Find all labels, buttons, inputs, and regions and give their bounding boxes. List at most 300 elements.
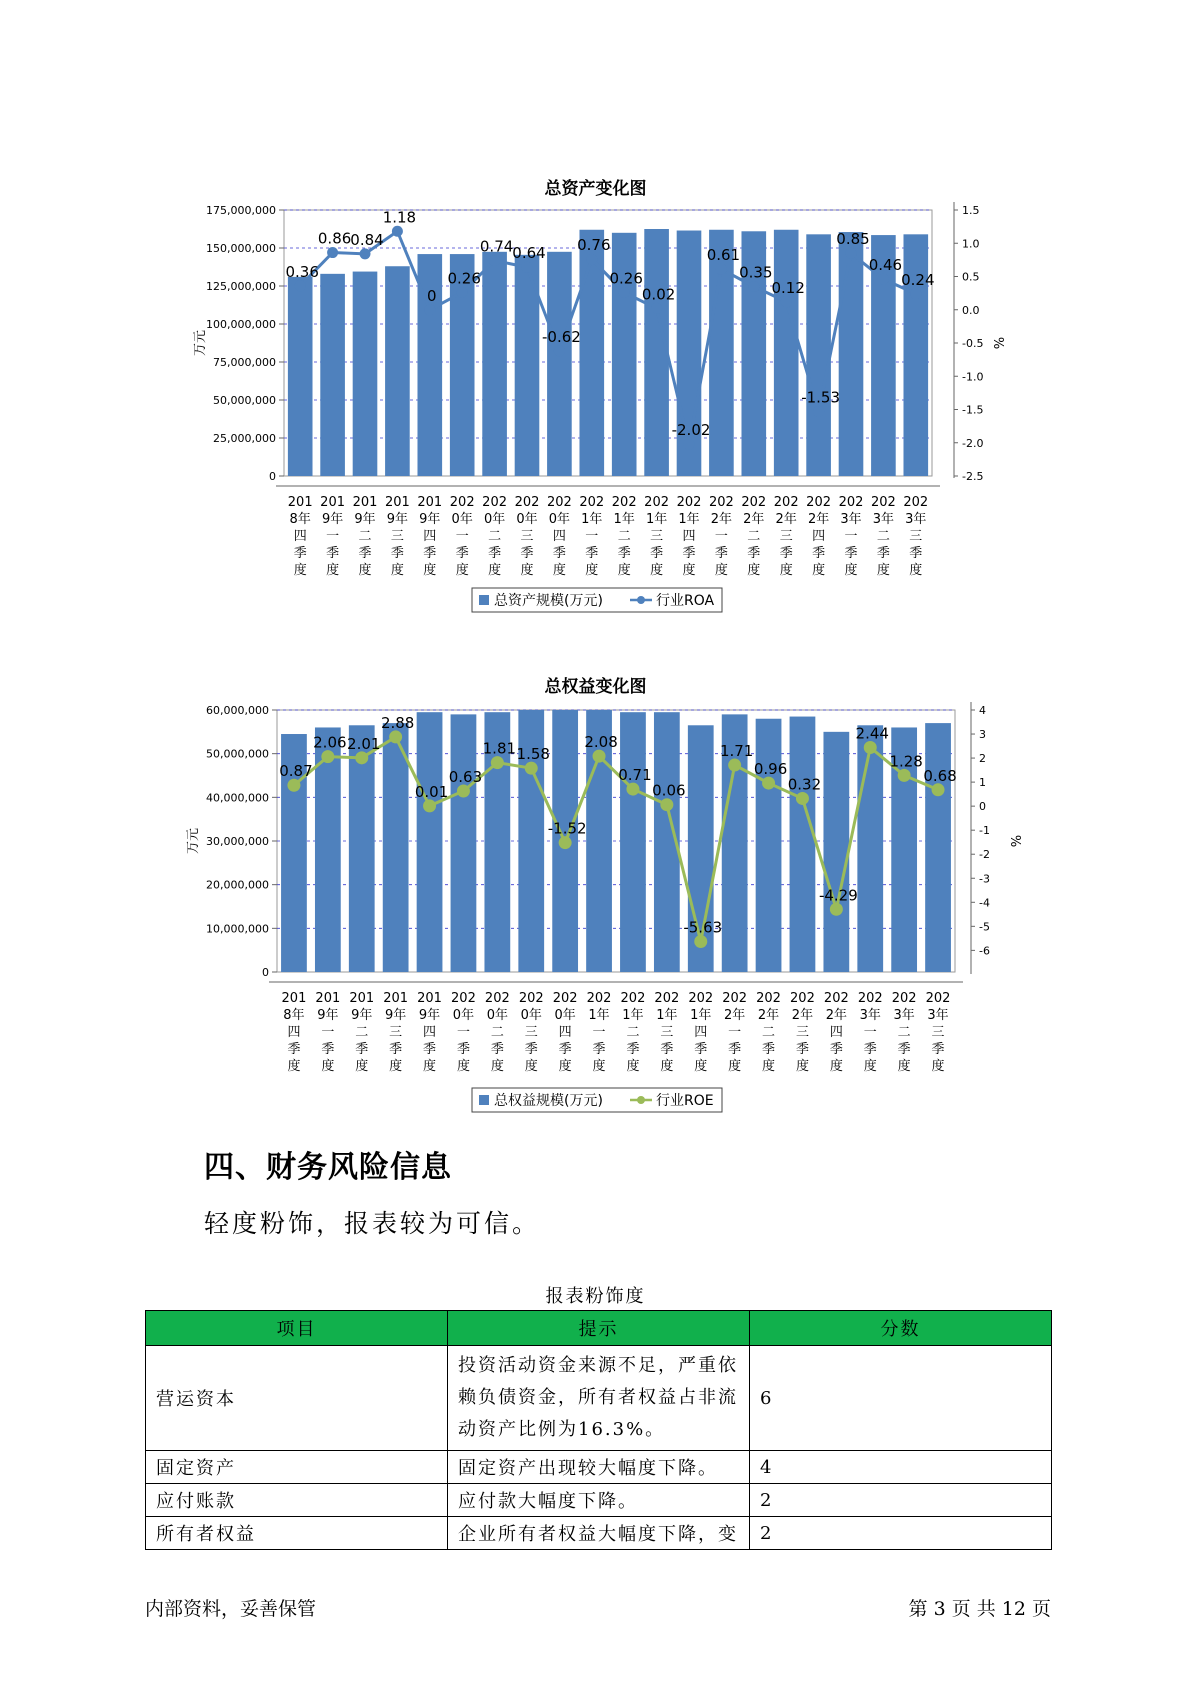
- x-tick-label: 201: [384, 495, 410, 510]
- x-tick-label: 季: [520, 546, 534, 561]
- bar: [417, 712, 443, 972]
- row-hint: 投资活动资金来源不足，严重依赖负债资金，所有者权益占非流动资产比例为16.3%。: [448, 1346, 750, 1451]
- y2-tick-label: 0: [979, 800, 986, 814]
- data-label: -5.63: [683, 918, 723, 937]
- bar: [288, 277, 313, 476]
- x-tick-label: 3年: [872, 512, 895, 527]
- bar: [857, 725, 883, 972]
- y2-tick-label: 4: [979, 704, 986, 717]
- y-tick-label: 75,000,000: [213, 356, 276, 369]
- x-tick-label: 季: [358, 546, 372, 561]
- data-label: 0.24: [901, 270, 935, 289]
- x-tick-label: 2年: [743, 512, 765, 527]
- line-point: [846, 248, 857, 259]
- line-point: [287, 779, 300, 792]
- data-label: 0.02: [641, 285, 676, 304]
- data-label: 0.26: [609, 269, 643, 288]
- y2-tick-label: -1.0: [962, 370, 984, 384]
- x-tick-label: 一: [728, 1025, 742, 1040]
- data-label: -4.29: [818, 886, 858, 905]
- x-tick-label: 度: [592, 1059, 606, 1074]
- bar: [620, 712, 646, 972]
- x-tick-label: 0年: [483, 512, 506, 527]
- x-tick-label: 度: [287, 1059, 301, 1074]
- x-tick-label: 季: [626, 1042, 640, 1057]
- y-tick-label: 50,000,000: [206, 747, 269, 761]
- line-point: [457, 287, 468, 298]
- x-tick-label: 度: [897, 1059, 911, 1074]
- row-item: 应付账款: [146, 1484, 448, 1517]
- data-label: 0.35: [739, 263, 773, 282]
- data-label: 1.58: [516, 745, 550, 764]
- row-item: 固定资产: [146, 1451, 448, 1484]
- y2-tick-label: -0.5: [962, 337, 984, 350]
- x-tick-label: 度: [863, 1059, 877, 1074]
- x-tick-label: 1年: [588, 1008, 610, 1023]
- x-tick-label: 二: [747, 529, 761, 544]
- table-header-row: [146, 1311, 1052, 1346]
- y2-tick-label: 2: [979, 752, 986, 766]
- data-label: 0.26: [447, 269, 481, 288]
- x-tick-label: 1年: [690, 1008, 712, 1023]
- x-tick-label: 一: [326, 529, 340, 544]
- y2-tick-label: 1.0: [962, 237, 980, 251]
- data-label: 0.61: [706, 246, 741, 265]
- header-item: 项目: [146, 1311, 448, 1346]
- y2-tick-label: -2.0: [962, 436, 984, 450]
- x-tick-label: 201: [320, 495, 346, 510]
- x-tick-label: 度: [490, 1059, 504, 1074]
- line-point: [327, 247, 338, 258]
- x-tick-label: 202: [925, 991, 951, 1006]
- line-point: [748, 281, 759, 292]
- x-tick-label: 季: [876, 546, 890, 561]
- x-tick-label: 三: [650, 529, 664, 544]
- x-tick-label: 三: [909, 529, 923, 544]
- line-point: [830, 903, 843, 916]
- x-tick-label: 季: [650, 546, 664, 561]
- x-tick-label: 度: [931, 1059, 945, 1074]
- x-tick-label: 季: [490, 1042, 504, 1057]
- data-label: 1.28: [889, 752, 923, 771]
- line-point: [796, 792, 809, 805]
- line-point: [559, 836, 572, 849]
- x-tick-label: 3年: [840, 512, 862, 527]
- x-tick-label: 度: [829, 1059, 843, 1074]
- data-label: -0.62: [541, 327, 581, 346]
- x-tick-label: 0年: [554, 1008, 576, 1023]
- x-tick-label: 季: [812, 546, 826, 561]
- x-tick-label: 二: [626, 1025, 640, 1040]
- line-point: [491, 756, 504, 769]
- x-tick-label: 一: [585, 529, 599, 544]
- y2-tick-label: -1.5: [962, 403, 984, 417]
- row-score: 2: [750, 1484, 1052, 1517]
- x-tick-label: 季: [558, 1042, 572, 1057]
- data-label: 1.18: [382, 208, 417, 227]
- x-tick-label: 202: [482, 495, 508, 510]
- x-tick-label: 8年: [283, 1008, 305, 1023]
- data-label: 0.87: [279, 762, 313, 781]
- data-label: 0.86: [317, 229, 352, 248]
- line-point: [619, 287, 630, 298]
- y2-tick-label: -2: [979, 848, 990, 862]
- line-point: [424, 304, 435, 315]
- line-point: [457, 785, 470, 798]
- x-tick-label: 0年: [516, 512, 538, 527]
- x-tick-label: 2年: [757, 1008, 780, 1023]
- x-tick-label: 一: [863, 1025, 877, 1040]
- data-label: 0.06: [652, 781, 686, 800]
- x-tick-label: 度: [714, 563, 728, 578]
- data-label: 1.81: [482, 739, 517, 758]
- section-heading: 四、财务风险信息: [204, 1150, 452, 1185]
- x-tick-label: 度: [558, 1059, 572, 1074]
- y-tick-label: 175,000,000: [206, 204, 276, 217]
- y2-axis-title: %: [990, 336, 1005, 350]
- x-tick-label: 季: [585, 546, 599, 561]
- x-tick-label: 2年: [807, 512, 830, 527]
- x-tick-label: 9年: [354, 512, 376, 527]
- x-tick-label: 二: [876, 529, 890, 544]
- x-tick-label: 202: [838, 495, 864, 510]
- x-tick-label: 季: [682, 546, 696, 561]
- bar: [383, 723, 409, 972]
- x-tick-label: 二: [358, 529, 372, 544]
- x-tick-label: 度: [455, 563, 469, 578]
- table-row: [146, 1451, 1052, 1484]
- bar: [353, 272, 378, 476]
- y2-tick-label: 1.5: [962, 204, 980, 217]
- line-point: [781, 296, 792, 307]
- x-tick-label: 四: [829, 1025, 843, 1040]
- x-tick-label: 三: [660, 1025, 674, 1040]
- data-label: 0.74: [479, 237, 514, 256]
- row-score: 4: [750, 1451, 1052, 1484]
- legend-line-label: 行业ROE: [656, 1093, 714, 1109]
- bar: [823, 732, 849, 972]
- y-tick-label: 10,000,000: [206, 922, 269, 936]
- line-point: [423, 799, 436, 812]
- x-tick-label: 9年: [321, 512, 344, 527]
- bar: [774, 230, 799, 476]
- line-point: [651, 303, 662, 314]
- x-tick-label: 度: [779, 563, 793, 578]
- x-tick-label: 度: [617, 563, 631, 578]
- data-label: -2.02: [671, 421, 711, 440]
- risk-summary: 轻度粉饰，报表较为可信。: [204, 1209, 541, 1238]
- x-tick-label: 三: [389, 1025, 403, 1040]
- x-tick-label: 一: [455, 529, 469, 544]
- x-tick-label: 0年: [520, 1008, 542, 1023]
- x-tick-label: 度: [585, 563, 599, 578]
- x-tick-label: 度: [355, 1059, 369, 1074]
- x-tick-label: 季: [762, 1042, 776, 1057]
- x-tick-label: 202: [451, 991, 476, 1006]
- x-tick-label: 202: [611, 495, 637, 510]
- x-tick-label: 202: [654, 991, 680, 1006]
- x-tick-label: 季: [863, 1042, 877, 1057]
- x-tick-label: 季: [455, 546, 469, 561]
- data-label: 2.08: [584, 733, 618, 752]
- x-tick-label: 1年: [581, 512, 603, 527]
- x-tick-label: 2年: [710, 512, 733, 527]
- y2-tick-label: 0.5: [962, 270, 980, 284]
- row-hint: 应付款大幅度下降。: [448, 1484, 750, 1517]
- x-tick-label: 季: [829, 1042, 843, 1057]
- x-tick-label: 202: [722, 991, 748, 1006]
- data-label: 0.32: [787, 775, 822, 794]
- x-tick-label: 度: [358, 563, 372, 578]
- x-tick-label: 三: [779, 529, 793, 544]
- x-tick-label: 度: [747, 563, 761, 578]
- x-tick-label: 202: [806, 495, 832, 510]
- x-tick-label: 201: [349, 991, 375, 1006]
- data-label: 2.88: [380, 713, 415, 732]
- x-tick-label: 二: [490, 1025, 504, 1040]
- x-tick-label: 季: [694, 1042, 708, 1057]
- x-tick-label: 三: [524, 1025, 538, 1040]
- data-label: 0.46: [868, 256, 903, 275]
- x-tick-label: 201: [417, 991, 442, 1006]
- x-tick-label: 二: [762, 1025, 776, 1040]
- x-tick-label: 一: [592, 1025, 606, 1040]
- line-point: [355, 751, 368, 764]
- line-point: [728, 759, 741, 772]
- x-tick-label: 1年: [622, 1008, 644, 1023]
- x-tick-label: 度: [682, 563, 696, 578]
- y-tick-label: 125,000,000: [206, 280, 276, 293]
- x-tick-label: 201: [417, 495, 443, 510]
- bar: [644, 229, 669, 476]
- y2-tick-label: 0.0: [962, 303, 980, 317]
- x-tick-label: 度: [728, 1059, 742, 1074]
- y2-tick-label: 3: [979, 728, 986, 742]
- data-label: 0: [427, 286, 437, 305]
- line-point: [878, 274, 889, 285]
- bar: [451, 714, 477, 972]
- y-axis-title: 万元: [186, 827, 201, 855]
- x-tick-label: 季: [617, 546, 631, 561]
- bar: [756, 719, 782, 972]
- line-point: [626, 783, 639, 796]
- x-tick-label: 202: [579, 495, 605, 510]
- bar: [547, 252, 572, 476]
- x-tick-label: 201: [287, 495, 313, 510]
- x-tick-label: 季: [326, 546, 340, 561]
- y-tick-label: 40,000,000: [206, 791, 269, 805]
- table-row: [146, 1517, 1052, 1550]
- line-point: [716, 264, 727, 275]
- x-tick-label: 2年: [825, 1008, 847, 1023]
- x-tick-label: 202: [790, 991, 815, 1006]
- x-tick-label: 四: [293, 529, 307, 544]
- legend-line-marker: [637, 596, 645, 604]
- x-tick-label: 度: [321, 1059, 335, 1074]
- bar: [385, 266, 410, 476]
- row-score: 2: [750, 1517, 1052, 1550]
- x-tick-label: 度: [650, 563, 664, 578]
- line-point: [660, 798, 673, 811]
- legend-bar-swatch: [479, 1095, 489, 1105]
- data-label: 0.71: [618, 766, 652, 785]
- x-tick-label: 季: [844, 546, 858, 561]
- data-label: 0.76: [577, 236, 611, 255]
- y2-tick-label: -6: [979, 944, 990, 958]
- x-tick-label: 9年: [317, 1008, 339, 1023]
- footer-confidential: 内部资料，妥善保管: [145, 1598, 317, 1620]
- x-tick-label: 201: [383, 991, 409, 1006]
- x-tick-label: 四: [682, 529, 696, 544]
- x-tick-label: 202: [741, 495, 767, 510]
- x-tick-label: 季: [552, 546, 566, 561]
- line-point: [586, 254, 597, 265]
- x-tick-label: 1年: [645, 512, 668, 527]
- y-tick-label: 30,000,000: [206, 835, 269, 848]
- x-tick-label: 四: [423, 1025, 437, 1040]
- y2-axis-title: %: [1007, 834, 1022, 848]
- line-point: [694, 935, 707, 948]
- x-tick-label: 202: [449, 495, 475, 510]
- legend-bar-label: 总权益规模(万元): [494, 1093, 603, 1109]
- x-tick-label: 季: [488, 546, 502, 561]
- x-tick-label: 202: [903, 495, 929, 510]
- line-point: [762, 777, 775, 790]
- data-label: 0.96: [753, 760, 788, 779]
- y-axis-title: 万元: [193, 329, 208, 357]
- x-tick-label: 四: [694, 1025, 708, 1040]
- line-point: [813, 406, 824, 417]
- data-label: 0.36: [285, 262, 319, 281]
- x-tick-label: 202: [857, 991, 883, 1006]
- x-tick-label: 9年: [386, 512, 409, 527]
- x-tick-label: 度: [694, 1059, 708, 1074]
- data-label: 0.84: [350, 230, 384, 249]
- line-point: [864, 741, 877, 754]
- y-tick-label: 20,000,000: [206, 878, 269, 892]
- x-tick-label: 8年: [289, 512, 311, 527]
- legend-line-marker: [637, 1096, 645, 1104]
- x-tick-label: 202: [708, 495, 734, 510]
- line-point: [554, 345, 565, 356]
- x-tick-label: 202: [773, 495, 799, 510]
- bar: [482, 252, 507, 476]
- x-tick-label: 二: [897, 1025, 911, 1040]
- x-tick-label: 一: [714, 529, 728, 544]
- x-tick-label: 三: [520, 529, 534, 544]
- legend-line-label: 行业ROA: [656, 593, 715, 609]
- line-point: [932, 783, 945, 796]
- bar: [839, 232, 864, 476]
- x-tick-label: 度: [488, 563, 502, 578]
- x-tick-label: 0年: [548, 512, 571, 527]
- x-tick-label: 四: [423, 529, 437, 544]
- x-tick-label: 三: [795, 1025, 809, 1040]
- equity-chart-title: 总权益变化图: [544, 677, 647, 697]
- data-label: 0.12: [771, 278, 805, 297]
- data-label: 1.71: [719, 742, 754, 761]
- legend-bar-label: 总资产规模(万元): [494, 593, 603, 609]
- x-tick-label: 202: [518, 991, 544, 1006]
- x-tick-label: 9年: [418, 1008, 441, 1023]
- x-tick-label: 0年: [486, 1008, 508, 1023]
- bar: [806, 234, 831, 476]
- table-row: [146, 1484, 1052, 1517]
- line-point: [360, 248, 371, 259]
- line-point: [898, 769, 911, 782]
- y2-tick-label: -1: [979, 824, 990, 838]
- y-tick-label: 25,000,000: [213, 432, 276, 445]
- x-tick-label: 201: [352, 495, 378, 510]
- x-tick-label: 度: [876, 563, 890, 578]
- x-tick-label: 202: [676, 495, 702, 510]
- x-tick-label: 二: [488, 529, 502, 544]
- y-tick-label: 150,000,000: [206, 242, 276, 255]
- x-tick-label: 202: [586, 991, 612, 1006]
- x-tick-label: 2年: [775, 512, 797, 527]
- x-tick-label: 四: [552, 529, 566, 544]
- data-label: 0.68: [923, 766, 957, 785]
- x-tick-label: 1年: [656, 1008, 678, 1023]
- x-tick-label: 201: [281, 991, 307, 1006]
- data-label: -1.53: [801, 388, 841, 407]
- x-tick-label: 202: [688, 991, 714, 1006]
- x-tick-label: 一: [321, 1025, 335, 1040]
- x-tick-label: 季: [423, 1042, 437, 1057]
- y2-tick-label: -5: [979, 920, 990, 934]
- x-tick-label: 度: [626, 1059, 640, 1074]
- x-tick-label: 季: [321, 1042, 335, 1057]
- header-hint: 提示: [448, 1311, 750, 1346]
- x-tick-label: 0年: [451, 512, 473, 527]
- legend-bar-swatch: [479, 595, 489, 605]
- x-tick-label: 度: [812, 563, 826, 578]
- x-tick-label: 一: [844, 529, 858, 544]
- assets-chart-title: 总资产变化图: [544, 179, 647, 199]
- x-tick-label: 度: [389, 1059, 403, 1074]
- table-caption: 报表粉饰度: [545, 1286, 646, 1307]
- x-tick-label: 度: [423, 563, 437, 578]
- x-tick-label: 度: [660, 1059, 674, 1074]
- row-hint: 企业所有者权益大幅度下降，变: [448, 1517, 750, 1550]
- x-tick-label: 季: [728, 1042, 742, 1057]
- line-point: [593, 750, 606, 763]
- x-tick-label: 度: [795, 1059, 809, 1074]
- data-label: -1.52: [547, 819, 587, 838]
- x-tick-label: 四: [812, 529, 826, 544]
- x-tick-label: 202: [546, 495, 572, 510]
- x-tick-label: 季: [779, 546, 793, 561]
- line-point: [910, 288, 921, 299]
- x-tick-label: 二: [355, 1025, 369, 1040]
- x-tick-label: 季: [747, 546, 761, 561]
- x-tick-label: 季: [389, 1042, 403, 1057]
- x-tick-label: 1年: [613, 512, 635, 527]
- data-label: 0.64: [512, 244, 546, 263]
- x-tick-label: 季: [423, 546, 437, 561]
- x-tick-label: 202: [823, 991, 849, 1006]
- row-hint: 固定资产出现较大幅度下降。: [448, 1451, 750, 1484]
- x-tick-label: 3年: [859, 1008, 881, 1023]
- x-tick-label: 201: [315, 991, 341, 1006]
- x-tick-label: 季: [909, 546, 923, 561]
- y2-tick-label: -2.5: [962, 470, 984, 483]
- x-tick-label: 季: [287, 1042, 301, 1057]
- footer-page-number: 第 3 页 共 12 页: [908, 1598, 1051, 1620]
- x-tick-label: 度: [552, 563, 566, 578]
- x-tick-label: 202: [756, 991, 781, 1006]
- x-tick-label: 度: [762, 1059, 776, 1074]
